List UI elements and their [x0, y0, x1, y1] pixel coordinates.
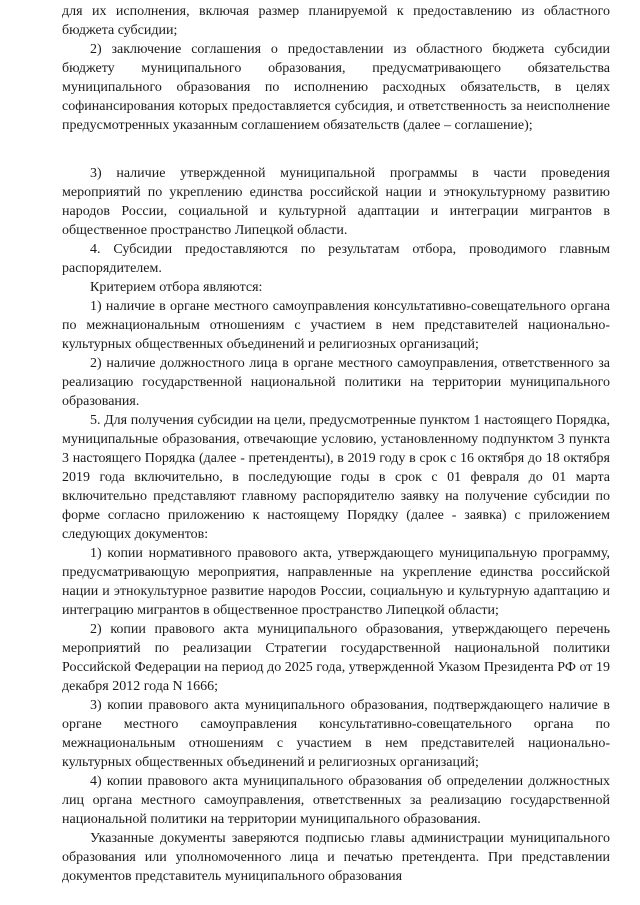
- paragraph-continuation: для их исполнения, включая размер планируемой к предоставлению из областного бюджета субсидии;: [62, 4, 610, 38]
- paragraph-document-3: 3) копии правового акта муниципального образования, подтверждающего наличие в органе местного самоуправления консультативно-совещательного органа по межнациональным отношениям с участием в нем представителей национально-культурных общественных объединений и религиозных организаций;: [62, 698, 610, 770]
- paragraph-criterion-2: 2) наличие должностного лица в органе местного самоуправления, ответственного за реализацию государственной национальной политики на территории муниципального образования.: [62, 356, 610, 409]
- paragraph-criteria-heading: Критерием отбора являются:: [90, 280, 263, 295]
- document-text: [62, 2, 610, 886]
- blank-gap: [62, 135, 610, 164]
- paragraph-document-2: 2) копии правового акта муниципального образования, утверждающего перечень мероприятий по реализации Стратегии государственной национальной политики Российской Федерации на период до 2025 года, утвержденной Указом Президента РФ от 19 декабря 2012 года N 1666;: [62, 622, 610, 694]
- paragraph-certification: Указанные документы заверяются подписью главы администрации муниципального образования или уполномоченного лица и печатью претендента. При представлении документов представитель муниципального образования: [62, 831, 610, 884]
- paragraph-document-4: 4) копии правового акта муниципального образования об определении должностных лиц органа местного самоуправления, ответственных за реализацию государственной национальной политики на территории муниципального образования.: [62, 774, 610, 827]
- paragraph-item-4: 4. Субсидии предоставляются по результатам отбора, проводимого главным распорядителем.: [62, 242, 610, 276]
- paragraph-program: 3) наличие утвержденной муниципальной программы в части проведения мероприятий по укреплению единства российской нации и этнокультурному развитию народов России, социальной и культурной адаптации и интеграции мигрантов в общественное пространство Липецкой области.: [62, 166, 610, 238]
- paragraph-criterion-1: 1) наличие в органе местного самоуправления консультативно-совещательного органа по межнациональным отношениям с участием в нем представителей национально-культурных общественных объединений и религиозных организаций;: [62, 299, 610, 352]
- paragraph-document-1: 1) копии нормативного правового акта, утверждающего муниципальную программу, предусматривающую мероприятия, направленные на укрепление единства российской нации и этнокультурное развитие народов России, социальную и культурную адаптацию и интеграцию мигрантов в общественное пространство Липецкой области;: [62, 546, 610, 618]
- paragraph-item-5: 5. Для получения субсидии на цели, предусмотренные пунктом 1 настоящего Порядка, муниципальные образования, отвечающие условию, установленному подпунктом 3 пункта 3 настоящего Порядка (далее - претенденты), в 2019 году в срок с 16 октября до 18 октября 2019 года включительно, в последующие годы в срок с 01 февраля до 01 марта включительно представляют главному распорядителю заявку на получение субсидии по форме согласно приложению к настоящему Порядку (далее - заявка) с приложением следующих документов:: [62, 413, 610, 542]
- paragraph-agreement: 2) заключение соглашения о предоставлении из областного бюджета субсидии бюджету муниципального образования, предусматривающего обязательства муниципального образования по исполнению расходных обязательств, в целях софинансирования которых предоставляется субсидия, и ответственность за неисполнение предусмотренных указанным соглашением обязательств (далее – соглашение);: [62, 42, 610, 133]
